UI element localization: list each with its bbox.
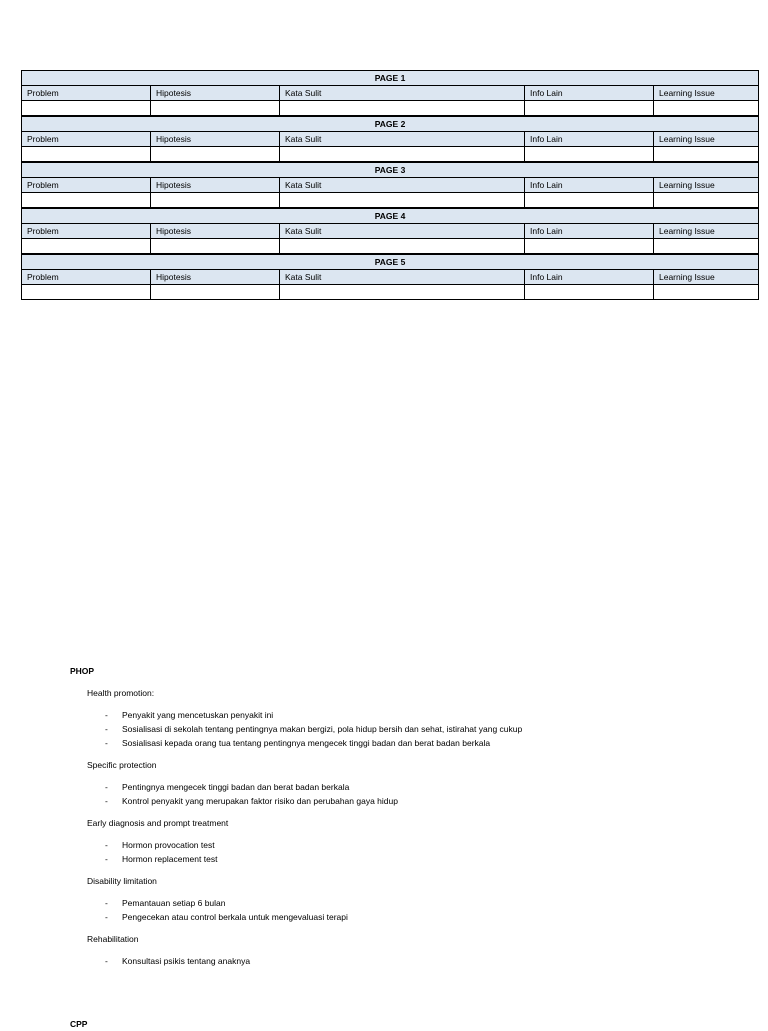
list-item	[105, 838, 750, 852]
table-cell[interactable]	[525, 147, 654, 163]
bullet-list	[70, 896, 750, 924]
table-cell[interactable]	[280, 193, 525, 209]
list-item-text: Sosialisasi di sekolah tentang pentingnya makan bergizi, pola hidup bersih dan sehat, istirahat yang cukup	[122, 724, 523, 734]
page-label-row	[22, 208, 759, 224]
column-header: Info Lain	[525, 270, 654, 285]
table-cell[interactable]	[654, 193, 759, 209]
column-header-row	[22, 224, 759, 239]
column-header: Learning Issue	[654, 178, 759, 193]
list-item-text: Sosialisasi kepada orang tua tentang pentingnya mengecek tinggi badan dan berat badan berkala	[122, 738, 491, 748]
column-header-row	[22, 178, 759, 193]
list-item	[105, 780, 750, 794]
list-item-text: Pengecekan atau control berkala untuk mengevaluasi terapi	[122, 912, 348, 922]
dash-bullet: -	[105, 912, 108, 922]
table-cell[interactable]	[280, 239, 525, 255]
section-heading: Early diagnosis and prompt treatment	[87, 818, 229, 828]
table-cell[interactable]	[280, 285, 525, 300]
page-label: PAGE 5	[22, 254, 759, 270]
column-header: Kata Sulit	[280, 178, 525, 193]
list-item-text: Hormon replacement test	[122, 854, 218, 864]
phop-section	[70, 664, 750, 976]
column-header: Problem	[22, 224, 151, 239]
dash-bullet: -	[105, 840, 108, 850]
column-header: Info Lain	[525, 224, 654, 239]
table-cell[interactable]	[525, 193, 654, 209]
list-item-text: Hormon provocation test	[122, 840, 215, 850]
table-cell[interactable]	[654, 285, 759, 300]
section-heading: Specific protection	[87, 760, 157, 770]
dash-bullet: -	[105, 956, 108, 966]
phop-title: PHOP	[70, 666, 95, 676]
list-item	[105, 794, 750, 808]
bullet-list	[70, 954, 750, 968]
section-heading: Rehabilitation	[87, 934, 139, 944]
dash-bullet: -	[105, 898, 108, 908]
column-header: Hipotesis	[151, 270, 280, 285]
section-heading: Health promotion:	[87, 688, 155, 698]
column-header: Kata Sulit	[280, 132, 525, 147]
table-cell[interactable]	[22, 239, 151, 255]
column-header: Hipotesis	[151, 224, 280, 239]
table-row	[22, 147, 759, 163]
list-item-text: Penyakit yang mencetuskan penyakit ini	[122, 710, 274, 720]
column-header: Hipotesis	[151, 178, 280, 193]
table-cell[interactable]	[151, 285, 280, 300]
table-row	[22, 285, 759, 300]
column-header-row	[22, 270, 759, 285]
table-cell[interactable]	[525, 239, 654, 255]
list-item	[105, 954, 750, 968]
table-cell[interactable]	[525, 101, 654, 117]
column-header: Hipotesis	[151, 132, 280, 147]
table-row	[22, 193, 759, 209]
column-header: Info Lain	[525, 178, 654, 193]
table-cell[interactable]	[151, 101, 280, 117]
list-item	[105, 910, 750, 924]
bullet-list	[70, 838, 750, 866]
table-cell[interactable]	[151, 193, 280, 209]
problem-grid-table	[21, 70, 759, 300]
table-cell[interactable]	[654, 101, 759, 117]
list-item	[105, 736, 750, 750]
list-item	[105, 722, 750, 736]
list-item-text: Pentingnya mengecek tinggi badan dan berat badan berkala	[122, 782, 350, 792]
table-cell[interactable]	[22, 101, 151, 117]
page-label: PAGE 1	[22, 71, 759, 86]
table-cell[interactable]	[151, 239, 280, 255]
table-cell[interactable]	[151, 147, 280, 163]
column-header-row	[22, 132, 759, 147]
column-header: Learning Issue	[654, 132, 759, 147]
dash-bullet: -	[105, 854, 108, 864]
list-item	[105, 708, 750, 722]
list-item-text: Konsultasi psikis tentang anaknya	[122, 956, 251, 966]
dash-bullet: -	[105, 738, 108, 748]
page-label-row	[22, 162, 759, 178]
column-header: Info Lain	[525, 132, 654, 147]
column-header: Learning Issue	[654, 270, 759, 285]
dash-bullet: -	[105, 796, 108, 806]
list-item-text: Kontrol penyakit yang merupakan faktor risiko dan perubahan gaya hidup	[122, 796, 398, 806]
table-row	[22, 101, 759, 117]
page-label: PAGE 3	[22, 162, 759, 178]
page-label-row	[22, 254, 759, 270]
dash-bullet: -	[105, 724, 108, 734]
page-label-row	[22, 71, 759, 86]
column-header: Problem	[22, 270, 151, 285]
table-row	[22, 239, 759, 255]
table-cell[interactable]	[22, 147, 151, 163]
dash-bullet: -	[105, 782, 108, 792]
column-header: Kata Sulit	[280, 86, 525, 101]
table-cell[interactable]	[654, 239, 759, 255]
table-cell[interactable]	[22, 285, 151, 300]
bullet-list	[70, 780, 750, 808]
column-header: Problem	[22, 178, 151, 193]
list-item	[105, 896, 750, 910]
section-heading: Disability limitation	[87, 876, 157, 886]
column-header: Problem	[22, 132, 151, 147]
column-header: Kata Sulit	[280, 270, 525, 285]
bullet-list	[70, 708, 750, 750]
list-item	[105, 852, 750, 866]
page-label: PAGE 2	[22, 116, 759, 132]
page-label-row	[22, 116, 759, 132]
list-item-text: Pemantauan setiap 6 bulan	[122, 898, 226, 908]
table-cell[interactable]	[280, 147, 525, 163]
column-header: Problem	[22, 86, 151, 101]
column-header: Learning Issue	[654, 86, 759, 101]
next-section-heading: CPP	[70, 1019, 88, 1029]
table-cell[interactable]	[654, 147, 759, 163]
table-cell[interactable]	[525, 285, 654, 300]
table-cell[interactable]	[22, 193, 151, 209]
table-cell[interactable]	[280, 101, 525, 117]
column-header: Learning Issue	[654, 224, 759, 239]
column-header: Hipotesis	[151, 86, 280, 101]
page-label: PAGE 4	[22, 208, 759, 224]
column-header: Kata Sulit	[280, 224, 525, 239]
column-header: Info Lain	[525, 86, 654, 101]
dash-bullet: -	[105, 710, 108, 720]
column-header-row	[22, 86, 759, 101]
